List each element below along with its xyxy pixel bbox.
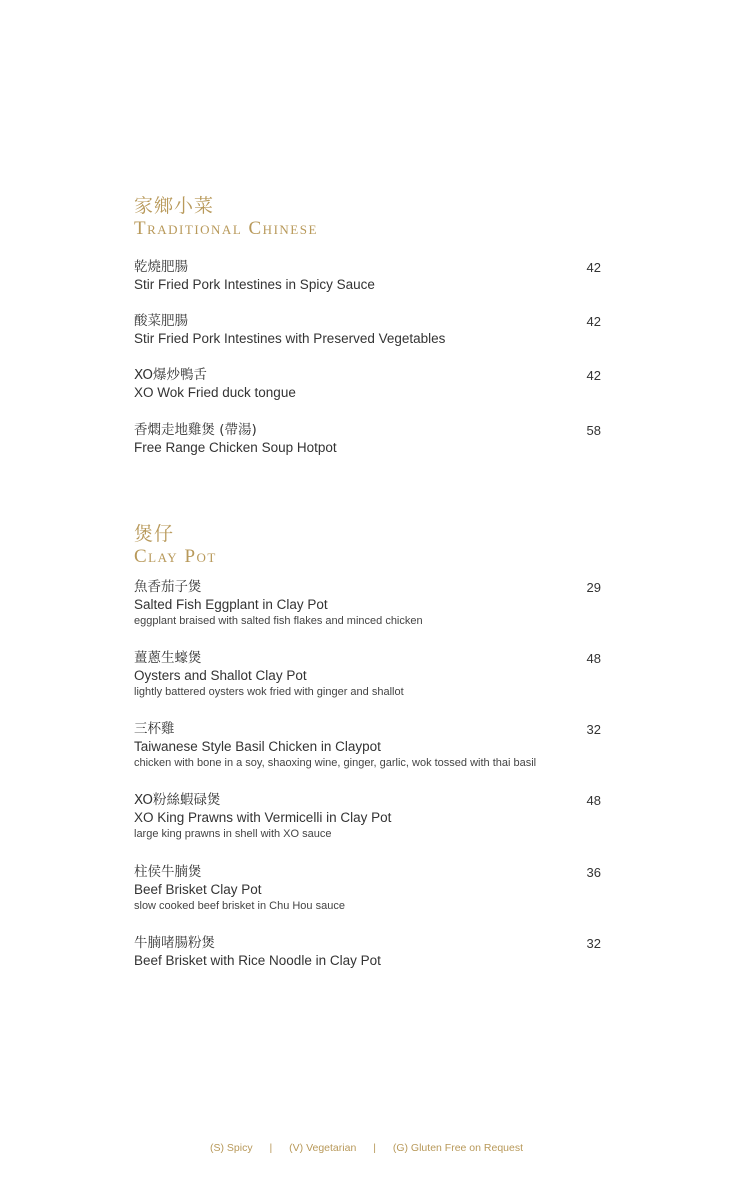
item-description: eggplant braised with salted fish flakes and minced chicken: [134, 615, 423, 627]
item-name-en: Salted Fish Eggplant in Clay Pot: [134, 597, 328, 612]
item-price: 32: [586, 722, 601, 737]
item-price: 32: [586, 936, 601, 951]
item-name-en: XO King Prawns with Vermicelli in Clay Pot: [134, 810, 392, 825]
menu-item: [134, 367, 601, 401]
menu-item: [134, 259, 601, 293]
item-price: 29: [586, 580, 601, 595]
section-traditional-chinese: [134, 195, 601, 465]
legend-separator: |: [373, 1142, 376, 1154]
item-price: 36: [586, 865, 601, 880]
item-price: 42: [586, 260, 601, 275]
item-name-cn: 薑蔥生蠔煲: [134, 650, 202, 666]
section-clay-pot: [134, 523, 601, 973]
item-price: 48: [586, 651, 601, 666]
item-name-en: Beef Brisket Clay Pot: [134, 882, 262, 897]
menu-item: [134, 935, 601, 969]
item-price: 42: [586, 368, 601, 383]
item-name-cn: XO爆炒鴨舌: [134, 367, 208, 383]
section-title-cn: 煲仔: [134, 523, 175, 545]
item-price: 42: [586, 314, 601, 329]
section-title-cn: 家鄉小菜: [134, 195, 215, 217]
item-description: chicken with bone in a soy, shaoxing wine, ginger, garlic, wok tossed with thai basil: [134, 757, 537, 769]
menu-item: [134, 721, 601, 772]
menu-item: [134, 313, 601, 347]
item-name-en: Oysters and Shallot Clay Pot: [134, 668, 307, 683]
item-name-en: Stir Fried Pork Intestines in Spicy Sauce: [134, 277, 375, 292]
item-name-en: Taiwanese Style Basil Chicken in Claypot: [134, 739, 381, 754]
legend-separator: |: [269, 1142, 273, 1154]
item-description: lightly battered oysters wok fried with ginger and shallot: [134, 686, 404, 698]
item-description: slow cooked beef brisket in Chu Hou sauce: [134, 900, 345, 912]
item-name-cn: XO粉絲蝦碌煲: [134, 792, 221, 808]
menu-item: [134, 650, 601, 701]
item-name-cn: 酸菜肥腸: [134, 313, 188, 329]
legend-gluten-free: (G) Gluten Free on Request: [392, 1142, 524, 1154]
menu-item: [134, 792, 601, 843]
item-price: 58: [586, 423, 601, 438]
section-title-en: Traditional Chinese: [134, 218, 318, 239]
item-name-cn: 柱侯牛腩煲: [134, 864, 202, 880]
dietary-legend: [0, 1141, 733, 1155]
section-title-en: Clay Pot: [134, 546, 217, 567]
legend-spicy: (S) Spicy: [209, 1142, 253, 1154]
item-name-en: XO Wok Fried duck tongue: [134, 385, 296, 400]
item-name-cn: 三杯雞: [134, 721, 175, 737]
menu-item: [134, 422, 601, 456]
item-name-en: Free Range Chicken Soup Hotpot: [134, 440, 337, 455]
item-price: 48: [586, 793, 601, 808]
item-name-en: Beef Brisket with Rice Noodle in Clay Pot: [134, 953, 381, 968]
legend-vegetarian: (V) Vegetarian: [289, 1142, 357, 1154]
item-description: large king prawns in shell with XO sauce: [134, 828, 332, 840]
item-name-cn: 魚香茄子煲: [134, 579, 202, 595]
item-name-en: Stir Fried Pork Intestines with Preserved Vegetables: [134, 331, 446, 346]
item-name-cn: 乾燒肥腸: [134, 259, 188, 275]
item-name-cn: 香燜走地雞煲 (帶湯): [134, 422, 257, 438]
menu-item: [134, 579, 601, 630]
item-name-cn: 牛腩啫腸粉煲: [134, 935, 215, 951]
menu-item: [134, 864, 601, 915]
